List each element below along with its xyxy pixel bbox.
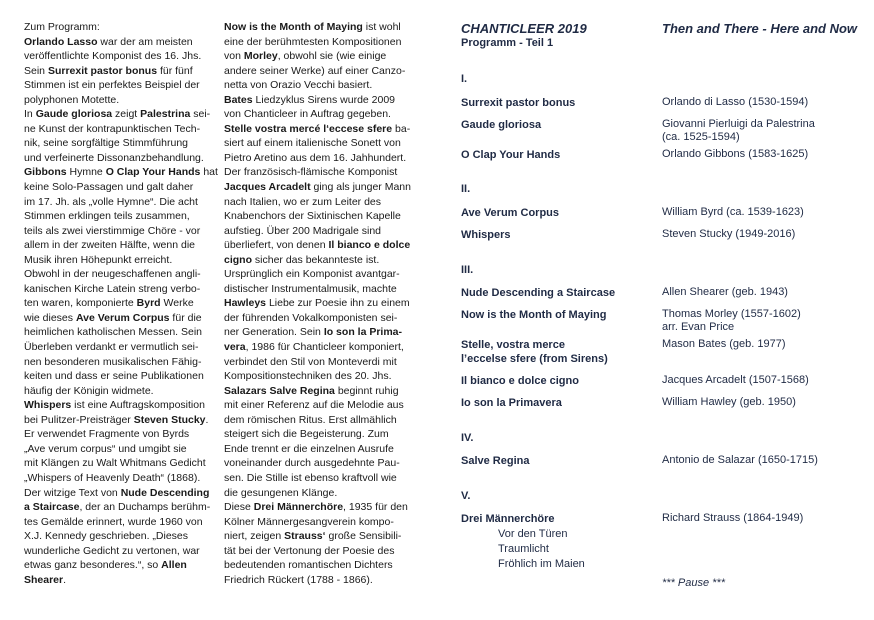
- text-line: [24, 180, 220, 195]
- text-run: nach Italien, wo er zum Leiter des: [224, 195, 381, 208]
- text-run: ten waren, komponierte: [24, 297, 137, 310]
- work-title: Ave Verum Corpus: [461, 207, 560, 219]
- text-line: [224, 442, 420, 457]
- composer-name: Richard Strauss (1864-1949): [662, 512, 804, 524]
- text-line: [224, 253, 420, 268]
- bold-run: Il bianco e dolce: [328, 239, 411, 252]
- text-line: [24, 442, 220, 457]
- text-line: [24, 20, 220, 35]
- text-run: beginnt ruhig: [334, 384, 399, 397]
- text-line: [224, 471, 420, 486]
- work-title: Drei Männerchöre: [461, 513, 555, 525]
- text-line: [24, 253, 220, 268]
- text-line: [224, 238, 420, 253]
- text-run: Pietro Aretino aus dem 16. Jahhundert.: [224, 151, 407, 164]
- text-run: ging als junger Mann: [310, 181, 411, 194]
- text-run: .: [63, 573, 67, 586]
- text-run: für die: [169, 311, 202, 324]
- notes-text-column: [224, 20, 420, 587]
- program-motto: Then and There - Here and Now: [662, 21, 858, 36]
- text-line: [224, 311, 420, 326]
- text-line: [224, 49, 420, 64]
- text-line: [24, 486, 220, 501]
- text-line: [24, 384, 220, 399]
- work-title: Now is the Month of Maying: [461, 309, 607, 321]
- text-line: [24, 544, 220, 559]
- text-line: [24, 369, 220, 384]
- text-line: [24, 296, 220, 311]
- text-line: [224, 486, 420, 501]
- work-title: Nude Descending a Staircase: [461, 287, 616, 299]
- text-run: Hymne: [66, 166, 106, 179]
- text-run: Diese: [224, 501, 254, 514]
- bold-run: Steven Stucky: [133, 413, 206, 426]
- text-run: distischer Instrumentalmusik, machte: [224, 282, 397, 295]
- text-line: [24, 573, 220, 588]
- work-title: Io son la Primavera: [461, 397, 562, 409]
- bold-run: Hawleys: [224, 297, 267, 310]
- text-run: ba-: [392, 122, 411, 135]
- text-run: war der am meisten: [97, 35, 193, 48]
- text-run: dem römischen Ritus. Erst allmählich: [224, 413, 397, 426]
- text-run: ist wohl: [362, 21, 401, 33]
- text-line: [224, 209, 420, 224]
- text-line: [24, 136, 220, 151]
- bold-run: Strauss‘: [284, 530, 326, 543]
- composer-name: William Hawley (geb. 1950): [662, 396, 796, 408]
- text-run: teils als zwei vierstimmige Chöre - vor: [24, 224, 201, 237]
- composer-name: Allen Shearer (geb. 1943): [662, 286, 788, 298]
- text-run: Er verwendet Fragmente von Byrds: [24, 428, 190, 441]
- bold-run: Now is the Month of Maying: [224, 21, 363, 33]
- work-title: Surrexit pastor bonus: [461, 97, 576, 109]
- text-run: Zum Programm:: [24, 21, 100, 33]
- text-line: [224, 413, 420, 428]
- composer-name: Antonio de Salazar (1650-1715): [662, 454, 818, 466]
- bold-run: Stelle vostra mercé l‘eccese sfere: [224, 122, 393, 135]
- text-line: [224, 573, 420, 588]
- bold-run: Drei Männerchöre: [253, 501, 344, 514]
- text-line: [24, 558, 220, 573]
- text-run: Der französisch-flämische Komponist: [224, 166, 398, 179]
- text-line: [224, 500, 420, 515]
- bold-run: Ave Verum Corpus: [75, 311, 170, 324]
- work-title: Stelle, vostra merce l’eccelse sfere (from Sirens): [461, 339, 608, 365]
- text-run: und verfeinerte Dissonanzbehandlung.: [24, 151, 204, 164]
- text-run: steigert sich die Begeisterung. Zum: [224, 428, 389, 441]
- text-run: „Whispers of Heavenly Death“ (1868).: [24, 471, 201, 484]
- text-run: verbindet den Stil von Monteverdi mit: [224, 355, 397, 368]
- text-line: [24, 500, 220, 515]
- work-title: Gaude gloriosa: [461, 119, 542, 131]
- text-run: mit Klängen zu Walt Whitmans Gedicht: [24, 457, 206, 470]
- text-line: [24, 325, 220, 340]
- section-number: I.: [461, 73, 468, 85]
- bold-run: Gibbons: [24, 166, 67, 179]
- text-line: [224, 369, 420, 384]
- text-line: [24, 471, 220, 486]
- intro-text-column: [24, 20, 220, 587]
- text-run: von: [224, 50, 244, 63]
- text-run: voneinander durch ausgedehnte Pau-: [224, 457, 400, 470]
- text-run: Ende trennt er die einzelnen Ausrufe: [224, 442, 394, 455]
- text-line: [224, 355, 420, 370]
- text-line: [224, 267, 420, 282]
- section-number: II.: [461, 183, 471, 195]
- text-line: [24, 311, 220, 326]
- text-line: [224, 136, 420, 151]
- movement-title: Fröhlich im Maien: [498, 558, 585, 570]
- bold-run: Gaude gloriosa: [35, 108, 113, 121]
- text-line: [224, 180, 420, 195]
- text-line: [24, 515, 220, 530]
- bold-run: Whispers: [24, 399, 72, 412]
- text-line: [224, 35, 420, 50]
- work-title: Whispers: [461, 229, 511, 241]
- text-line: [224, 282, 420, 297]
- text-run: überliefert, von denen: [224, 239, 329, 252]
- composer-name: Mason Bates (geb. 1977): [662, 338, 786, 350]
- text-run: Obwohl in der neugeschaffenen angli-: [24, 268, 201, 281]
- bold-run: Palestrina: [140, 108, 191, 121]
- text-line: [24, 107, 220, 122]
- section-number: IV.: [461, 432, 474, 444]
- text-line: [24, 195, 220, 210]
- text-line: [224, 398, 420, 413]
- text-line: [24, 64, 220, 79]
- text-run: die gesungenen Klänge.: [224, 486, 338, 499]
- text-run: allem in der zweiten Hälfte, wenn die: [24, 239, 196, 252]
- text-run: nen besonderen musikalischen Fähig-: [24, 355, 202, 368]
- composer-name: Jacques Arcadelt (1507-1568): [662, 374, 809, 386]
- text-run: Knabenchors der Sixtinischen Kapelle: [224, 210, 401, 223]
- text-run: andere seiner Werke) auf einer Canzo-: [224, 64, 406, 77]
- text-run: Stimmen erklingen teils zusammen,: [24, 210, 190, 223]
- text-line: [224, 93, 420, 108]
- text-run: aufstieg. Über 200 Madrigale sind: [224, 224, 382, 237]
- text-line: [224, 427, 420, 442]
- text-run: keine Solo-Passagen und galt daher: [24, 181, 194, 194]
- text-run: Werke: [160, 297, 194, 310]
- bold-run: Byrd: [136, 297, 161, 310]
- text-run: Kompositionstechniken des 20. Jhs.: [224, 370, 392, 383]
- bold-run: vera: [224, 341, 246, 354]
- text-line: [24, 209, 220, 224]
- text-run: tes Gemälde erinnert, wurde 1960 von: [24, 515, 203, 528]
- text-line: [24, 413, 220, 428]
- text-run: nik, seine sorgfältige Stimmführung: [24, 137, 188, 150]
- text-line: [224, 529, 420, 544]
- text-line: [224, 558, 420, 573]
- movement-title: Traumlicht: [498, 543, 549, 555]
- text-run: Der witzige Text von: [24, 486, 121, 499]
- text-line: [224, 151, 420, 166]
- text-line: [224, 456, 420, 471]
- text-line: [224, 325, 420, 340]
- bold-run: Surrexit pastor bonus: [47, 64, 158, 77]
- text-line: [224, 165, 420, 180]
- text-line: [224, 384, 420, 399]
- text-line: [24, 427, 220, 442]
- text-line: [24, 165, 220, 180]
- text-line: [24, 398, 220, 413]
- text-run: etwas ganz besonderes.“, so: [24, 559, 162, 572]
- text-run: Sein: [24, 64, 48, 77]
- bold-run: Nude Descending: [120, 486, 210, 499]
- text-run: häufig der Königin widmete.: [24, 384, 154, 397]
- bold-run: a Staircase: [24, 501, 80, 514]
- bold-run: Jacques Arcadelt: [224, 181, 311, 194]
- text-run: sicher das bekannteste ist.: [252, 253, 380, 266]
- work-title: Il bianco e dolce cigno: [461, 375, 579, 387]
- text-line: [224, 20, 420, 35]
- bold-run: O Clap Your Hands: [105, 166, 201, 179]
- text-line: [24, 93, 220, 108]
- text-run: siert auf einem italienische Sonett von: [224, 137, 401, 150]
- composer-name: William Byrd (ca. 1539-1623): [662, 206, 804, 218]
- text-run: tät bei der Vertonung der Poesie des: [224, 544, 395, 557]
- bold-run: Shearer: [24, 573, 64, 586]
- text-line: [224, 224, 420, 239]
- program-subtitle: Programm - Teil 1: [461, 37, 554, 49]
- text-run: bei Pulitzer-Preisträger: [24, 413, 134, 426]
- bold-run: Morley: [243, 50, 278, 63]
- text-run: Kölner Männergesangverein kompo-: [224, 515, 394, 528]
- pause-marker: *** Pause ***: [662, 577, 725, 589]
- text-run: , 1986 für Chanticleer komponiert,: [245, 341, 404, 354]
- text-line: [24, 529, 220, 544]
- text-run: keiten und dass er seine Publikationen: [24, 370, 204, 383]
- work-title: O Clap Your Hands: [461, 149, 561, 161]
- text-run: sen. Die Stille ist ebenso kraftvoll wie: [224, 471, 397, 484]
- program-title: CHANTICLEER 2019: [461, 21, 587, 36]
- text-run: Stimmen ist ein perfektes Beispiel der: [24, 79, 200, 92]
- composer-name: Giovanni Pierluigi da Palestrina (ca. 1525-1594): [662, 118, 815, 143]
- bold-run: Bates: [224, 93, 253, 106]
- text-run: polyphonen Motette.: [24, 93, 120, 106]
- text-run: , der an Duchamps berühm-: [79, 501, 211, 514]
- work-title: Salve Regina: [461, 455, 530, 467]
- text-run: ne Kunst der kontrapunktischen Tech-: [24, 122, 201, 135]
- text-line: [224, 64, 420, 79]
- text-line: [224, 195, 420, 210]
- composer-name: Orlando Gibbons (1583-1625): [662, 148, 809, 160]
- section-number: III.: [461, 264, 474, 276]
- text-line: [24, 282, 220, 297]
- composer-name: Steven Stucky (1949-2016): [662, 228, 796, 240]
- text-run: , obwohl sie (wie einige: [277, 50, 387, 63]
- text-line: [224, 107, 420, 122]
- text-line: [24, 122, 220, 137]
- text-line: [24, 238, 220, 253]
- text-run: eine der berühmtesten Kompositionen: [224, 35, 402, 48]
- text-run: X.J. Kennedy geschrieben. „Dieses: [24, 530, 189, 543]
- text-run: wie dieses: [24, 311, 76, 324]
- text-run: zeigt: [112, 108, 141, 121]
- text-run: veröffentlichte Komponist des 16. Jhs.: [24, 50, 202, 63]
- text-run: der führenden Vokalkomponisten sei-: [224, 311, 398, 324]
- text-run: sei-: [190, 108, 211, 121]
- text-run: heimlichen katholischen Messen. Sein: [24, 326, 203, 339]
- bold-run: Salazars Salve Regina: [224, 384, 335, 397]
- text-run: hat: [200, 166, 218, 179]
- composer-name: Orlando di Lasso (1530-1594): [662, 96, 809, 108]
- text-run: im 17. Jh. als „volle Hymne“. Die acht: [24, 195, 198, 208]
- text-line: [224, 515, 420, 530]
- text-run: netta von Orazio Vecchi basiert.: [224, 79, 373, 92]
- bold-run: Allen: [161, 559, 187, 572]
- text-run: mit einer Referenz auf die Melodie aus: [224, 399, 404, 412]
- text-run: für fünf: [157, 64, 193, 77]
- text-run: Überleben verdankt er vermutlich sei-: [24, 341, 199, 354]
- text-line: [224, 296, 420, 311]
- text-run: große Sensibili-: [325, 530, 402, 543]
- text-run: niert, zeigen: [224, 530, 285, 543]
- text-run: bedeutenden romantischen Dichters: [224, 559, 393, 572]
- text-run: Liedzyklus Sirens wurde 2009: [252, 93, 396, 106]
- text-line: [24, 456, 220, 471]
- bold-run: Orlando Lasso: [24, 35, 98, 48]
- text-run: von Chanticleer in Auftrag gegeben.: [224, 108, 391, 121]
- text-run: wunderliche Gedicht zu vertonen, war: [24, 544, 200, 557]
- text-line: [224, 78, 420, 93]
- text-line: [224, 340, 420, 355]
- text-line: [224, 122, 420, 137]
- text-line: [224, 544, 420, 559]
- text-run: Liebe zur Poesie ihn zu einem: [266, 297, 410, 310]
- composer-name: Thomas Morley (1557-1602) arr. Evan Price: [662, 308, 801, 333]
- text-run: ist eine Auftragskomposition: [71, 399, 205, 412]
- text-run: ner Generation. Sein: [224, 326, 324, 339]
- text-line: [24, 340, 220, 355]
- text-line: [24, 267, 220, 282]
- text-run: In: [24, 108, 36, 121]
- text-run: „Ave verum corpus“ und umgibt sie: [24, 442, 187, 455]
- text-line: [24, 49, 220, 64]
- text-line: [24, 35, 220, 50]
- text-run: Ursprünglich ein Komponist avantgar-: [224, 268, 400, 281]
- section-number: V.: [461, 490, 471, 502]
- text-run: kanischen Kirche Latein streng verbo-: [24, 282, 201, 295]
- text-line: [24, 151, 220, 166]
- text-line: [24, 224, 220, 239]
- movement-title: Vor den Türen: [498, 528, 568, 540]
- bold-run: Io son la Prima-: [323, 326, 402, 339]
- text-line: [24, 355, 220, 370]
- text-run: .: [205, 413, 209, 426]
- text-run: Friedrich Rückert (1788 - 1866).: [224, 573, 373, 586]
- text-run: Musik ihren Höhepunkt erreicht.: [24, 253, 173, 266]
- bold-run: cigno: [224, 253, 252, 266]
- text-run: , 1935 für den: [343, 501, 408, 514]
- text-line: [24, 78, 220, 93]
